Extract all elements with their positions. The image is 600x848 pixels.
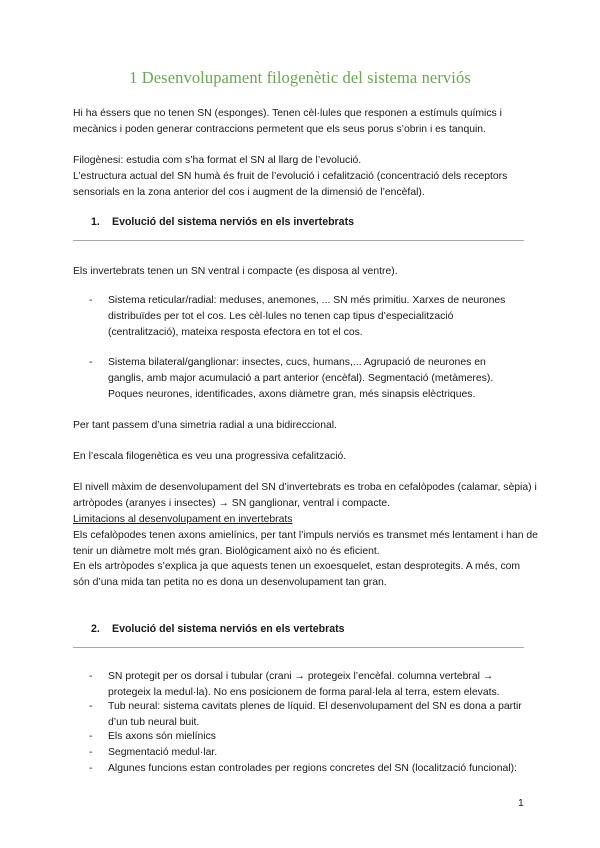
section-1-paragraph-3: En l’escala filogenètica es veu una progressiva cefalització. xyxy=(73,451,347,462)
section-1-paragraph-6: En els artròpodes s’explica ja que aquests tenen un exoesquelet, estan desprotegits. A més, com són d’una mida tan petita no es dona un desenvolupament tan gran. xyxy=(73,561,521,588)
list-item-text: Algunes funcions estan controlades per regions concretes del SN (localització funcional): xyxy=(108,763,517,774)
section-1-heading xyxy=(91,216,354,228)
list-item-text: Tub neural: sistema cavitats plenes de líquid. El desenvolupament del SN es dona a partir d’un tub neural buit. xyxy=(108,701,522,728)
intro-paragraph-2-line-2: L’estructura actual del SN humà és fruit de l’evolució i cefalització (concentració dels receptors sensorials en la zona anterior del cos i augment de la dimensió de l’encèfal). xyxy=(73,171,508,198)
page-title: 1 Desenvolupament filogenètic del sistema nerviós xyxy=(129,68,471,87)
section-2-heading-text: Evolució del sistema nerviós en els vertebrats xyxy=(112,623,345,635)
section-2-heading xyxy=(91,623,345,635)
bullet-dash: - xyxy=(89,701,93,712)
intro-paragraph-2-line-1: Filogènesi: estudia com s’ha format el SN al llarg de l’evolució. xyxy=(73,155,362,166)
bullet-dash: - xyxy=(89,295,93,306)
section-1-paragraph-5: Els cefalòpodes tenen axons amielínics, per tant l’impuls nerviós es transmet més lentament i han de tenir un diàmetre molt més gran. Biològicament això no és eficient. xyxy=(73,530,538,557)
list-item-text: Segmentació medul·lar. xyxy=(108,747,218,758)
section-1-subheading: Limitacions al desenvolupament en invertebrats xyxy=(73,514,293,525)
section-1-heading-text: Evolució del sistema nerviós en els invertebrats xyxy=(112,216,354,228)
section-1-divider xyxy=(73,240,524,241)
section-1-number: 1. xyxy=(91,216,100,228)
page-number: 1 xyxy=(518,798,524,809)
bullet-dash: - xyxy=(89,763,93,774)
section-2-divider xyxy=(73,647,524,648)
bullet-dash: - xyxy=(89,747,93,758)
section-2-number: 2. xyxy=(91,623,100,635)
list-item-text: SN protegit per os dorsal i tubular (crani → protegeix l’encèfal. columna vertebral → protegeix la medul·la). No ens posicionem de forma paral·lela al terra, estem elevats. xyxy=(108,671,500,698)
list-item-text: Els axons són mielínics xyxy=(108,731,216,742)
section-1-paragraph-1: Els invertebrats tenen un SN ventral i compacte (es disposa al ventre). xyxy=(73,266,398,277)
list-item-text: Sistema bilateral/ganglionar: insectes, cucs, humans,... Agrupació de neurones en ganglis, amb major acumulació a part anterior (encèfal). Segmentació (metàmeres). Poques neurones, identificades, axons diàmetre gran, més sinapsis elèctriques. xyxy=(108,357,494,400)
section-1-paragraph-2: Per tant passem d’una simetria radial a una bidireccional. xyxy=(73,420,337,431)
bullet-dash: - xyxy=(89,357,93,368)
bullet-dash: - xyxy=(89,731,93,742)
section-1-paragraph-4: El nivell màxim de desenvolupament del SN d’invertebrats es troba en cefalòpodes (calamar, sèpia) i artròpodes (aranyes i insectes) → SN ganglionar, ventral i compacte. xyxy=(73,482,537,509)
bullet-dash: - xyxy=(89,671,93,682)
list-item-text: Sistema reticular/radial: meduses, anemones, ... SN més primitiu. Xarxes de neurones distribuïdes per tot el cos. Les cèl·lules no tenen cap tipus d’especialització (centralització), mateixa resposta efectora en tot el cos. xyxy=(108,295,506,338)
intro-paragraph-1: Hi ha éssers que no tenen SN (esponges). Tenen cèl·lules que responen a estímuls químics i mecànics i poden generar contraccions permetent que els seus porus s’obrin i es tanquin. xyxy=(73,108,502,135)
